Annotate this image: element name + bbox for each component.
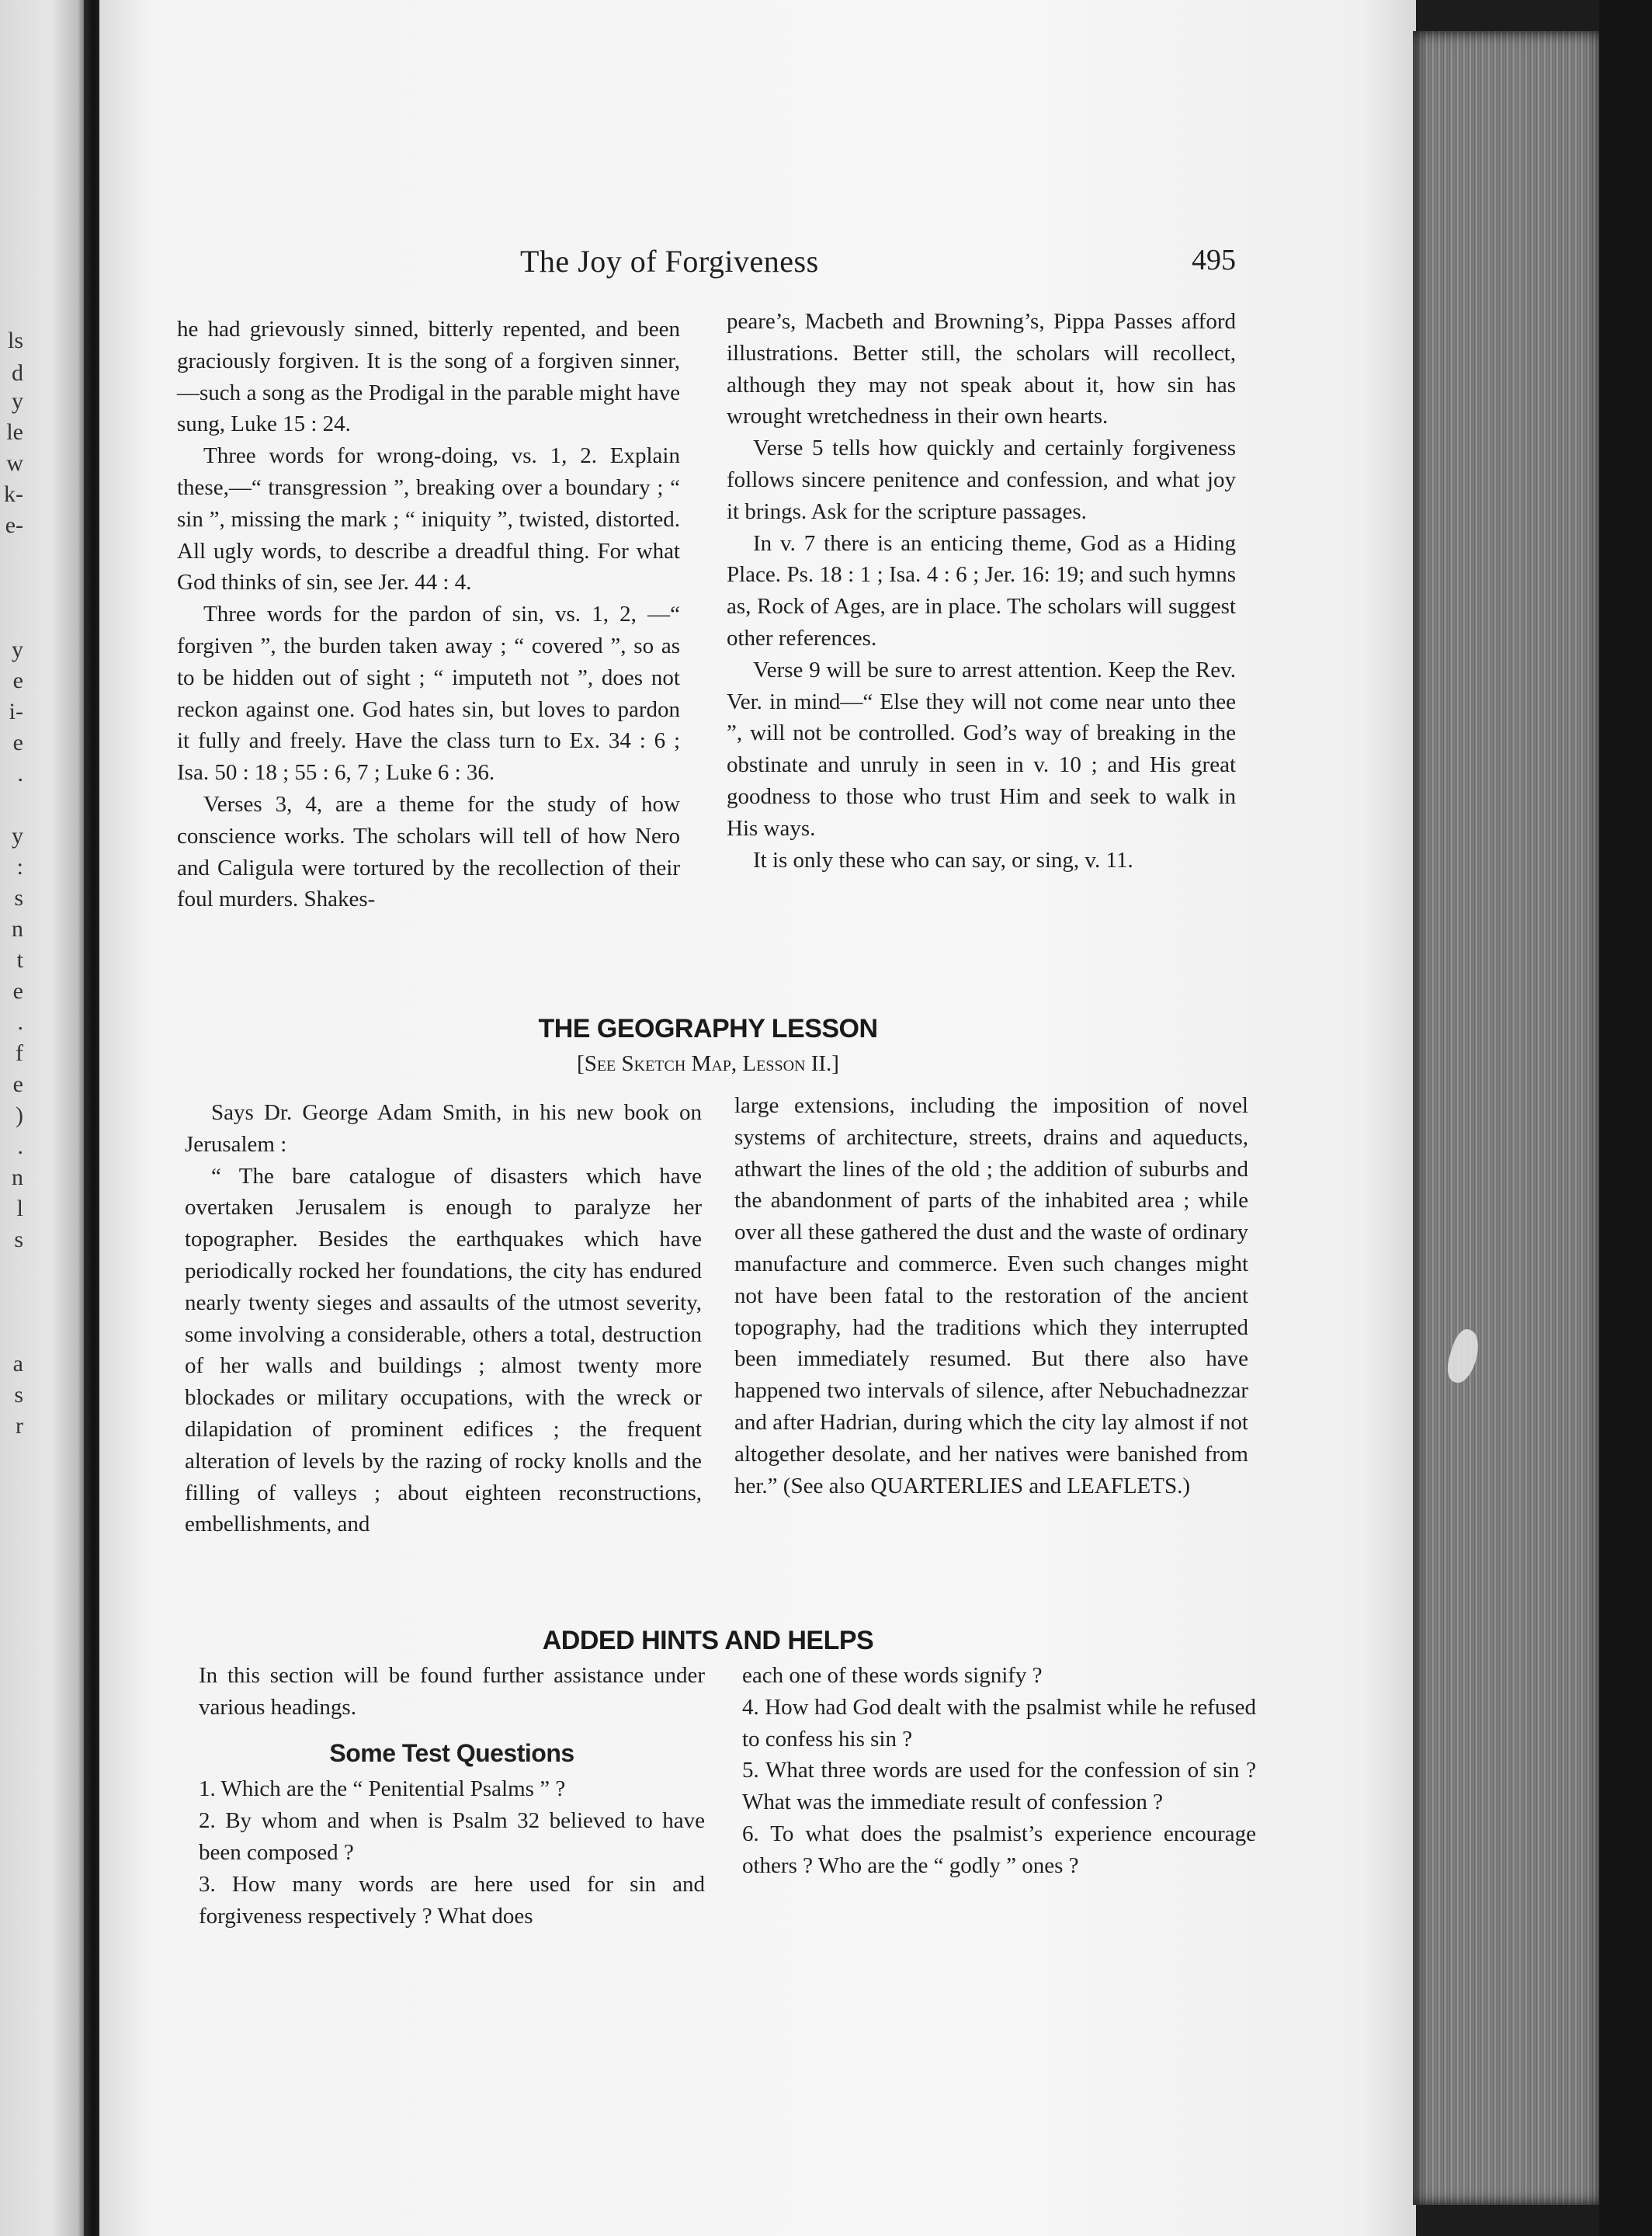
paragraph: he had grievously sinned, bitterly repented, and been graciously forgiven. It is the song of a forgiven sinner,—such a song as the Prodigal in the parable might have sung, Luke 15 : 24. bbox=[177, 317, 680, 437]
page-number: 495 bbox=[1192, 244, 1236, 276]
running-head bbox=[180, 243, 1236, 283]
facing-page-fragment: ) bbox=[16, 1102, 23, 1128]
facing-page-fragment: y bbox=[12, 823, 23, 849]
facing-page-fragment: a bbox=[12, 1351, 23, 1377]
geography-right-column bbox=[734, 1090, 1248, 1502]
facing-page-fragment: e- bbox=[5, 512, 23, 538]
test-question: 2. By whom and when is Psalm 32 believed to have been composed ? bbox=[199, 1808, 705, 1865]
hints-right-column bbox=[742, 1660, 1256, 1882]
hints-left-column bbox=[199, 1660, 705, 1932]
facing-page-fragment: s bbox=[14, 1382, 23, 1408]
paragraph: “ The bare catalogue of disasters which have overtaken Jerusalem is enough to paralyze her topographer. Besides the earthquakes which have periodically rocked her foundations, the city has endured nearly twenty sieges and assaults of the utmost severity, some involving a considerable, others a total, destruction of her walls and buildings ; almost twenty more blockades or military occupations, with the wreck or dilapidation of prominent edifices ; the frequent alteration of levels by the razing of rocky knolls and the filling of valleys ; about eighteen reconstructions, embellishments, and bbox=[185, 1163, 702, 1537]
hints-intro: In this section will be found further assistance under various headings. bbox=[199, 1663, 705, 1720]
facing-page-fragment: . bbox=[17, 1009, 23, 1035]
left-questions bbox=[199, 1773, 705, 1932]
top-left-column bbox=[177, 314, 680, 915]
test-questions-heading: Some Test Questions bbox=[329, 1738, 574, 1767]
test-question: 6. To what does the psalmist’s experience encourage others ? Who are the “ godly ” ones ? bbox=[742, 1821, 1256, 1878]
test-question: 5. What three words are used for the confession of sin ? What was the immediate result of confession ? bbox=[742, 1758, 1256, 1815]
facing-page-fragment: s bbox=[14, 885, 23, 911]
facing-page-fragment: w bbox=[6, 450, 23, 476]
paragraph: Verse 5 tells how quickly and certainly forgiveness follows sincere penitence and confession, and what joy it brings. Ask for the scripture passages. bbox=[727, 436, 1236, 524]
facing-page-fragment: t bbox=[16, 947, 23, 973]
facing-page-fragment: . bbox=[17, 761, 23, 786]
facing-page-fragment: l bbox=[16, 1196, 23, 1221]
facing-page-fragment: n bbox=[12, 916, 23, 942]
facing-page-fragment: ls bbox=[7, 328, 23, 353]
facing-page-fragment: : bbox=[16, 854, 23, 880]
test-question: each one of these words signify ? bbox=[742, 1663, 1043, 1688]
paragraph: large extensions, including the imposition of novel systems of architecture, streets, drains and aqueducts, athwart the lines of the old ; the addition of suburbs and the abandonment of parts of the inhabited area ; while over all these gathered the dust and the waste of ordinary manufacture and commerce. Even such changes might not have been fatal to the restoration of the ancient topography, had the traditions which they interrupted been immediately resumed. But there also have happened two intervals of silence, after Nebuchadnezzar and after Hadrian, during which the city lay almost if not altogether desolate, and her natives were banished from her.” (See also QUARTERLIES and LEAFLETS.) bbox=[734, 1093, 1248, 1498]
scan-background bbox=[1599, 0, 1652, 2236]
hints-heading: ADDED HINTS AND HELPS bbox=[542, 1626, 874, 1655]
geography-subheading-text: [See Sketch Map, Lesson II.] bbox=[577, 1051, 839, 1076]
page-stack-edges bbox=[1413, 31, 1607, 2205]
facing-page-fragment: k- bbox=[4, 481, 23, 507]
facing-page-fragment: e bbox=[12, 730, 23, 755]
facing-page-fragment: f bbox=[16, 1040, 23, 1066]
facing-page-fragment: e bbox=[12, 668, 23, 693]
facing-page-fragment: d bbox=[12, 360, 23, 386]
test-question: 4. How had God dealt with the psalmist while he refused to confess his sin ? bbox=[742, 1694, 1256, 1752]
top-right-column bbox=[727, 306, 1236, 876]
right-questions bbox=[742, 1660, 1256, 1882]
test-question: 1. Which are the “ Penitential Psalms ” ? bbox=[199, 1776, 566, 1802]
facing-page-fragment: i- bbox=[9, 699, 23, 724]
facing-page-fragment: r bbox=[16, 1413, 23, 1439]
running-title: The Joy of Forgiveness bbox=[520, 244, 819, 279]
facing-page-fragment: le bbox=[6, 419, 23, 445]
geography-subheading bbox=[180, 1051, 1236, 1077]
facing-page-fragment: y bbox=[12, 388, 23, 414]
facing-page-fragment: n bbox=[12, 1165, 23, 1190]
paragraph: Verses 3, 4, are a theme for the study of how conscience works. The scholars will tell of how Nero and Caligula were tortured by the recollection of their foul murders. Shakes- bbox=[177, 791, 680, 912]
paragraph: Three words for wrong-doing, vs. 1, 2. Explain these,—“ transgression ”, breaking over a boundary ; “ sin ”, missing the mark ; “ iniquity ”, twisted, distorted. All ugly words, to describe a dreadful thing. For what God thinks of sin, see Jer. 44 : 4. bbox=[177, 443, 680, 595]
facing-page-fragment: s bbox=[14, 1227, 23, 1252]
paragraph: It is only these who can say, or sing, v. 11. bbox=[753, 847, 1133, 873]
paragraph: Three words for the pardon of sin, vs. 1, 2, —“ forgiven ”, the burden taken away ; “ covered ”, so as to be hidden out of sight ; “ imputeth not ”, does not reckon against one. God hates sin, but loves to pardon it fully and freely. Have the class turn to Ex. 34 : 6 ; Isa. 50 : 18 ; 55 : 6, 7 ; Luke 6 : 36. bbox=[177, 602, 680, 786]
facing-page-fragment: . bbox=[17, 1134, 23, 1159]
geography-left-column bbox=[185, 1097, 702, 1540]
facing-page-edge bbox=[0, 0, 92, 2236]
paragraph: Verse 9 will be sure to arrest attention. Keep the Rev. Ver. in mind—“ Else they will not come near unto thee ”, will not be controlled. God’s way of breaking in the obstinate and unruly in seen in v. 10 ; and His great goodness to those who trust Him and seek to walk in His ways. bbox=[727, 657, 1236, 841]
facing-page-fragment: e bbox=[12, 1071, 23, 1097]
paragraph: Says Dr. George Adam Smith, in his new book on Jerusalem : bbox=[185, 1100, 702, 1157]
facing-page-fragment: y bbox=[12, 637, 23, 662]
paragraph: peare’s, Macbeth and Browning’s, Pippa Passes afford illustrations. Better still, the scholars will recollect, although they may not speak about it, how sin has wrought wretchedness in their own hearts. bbox=[727, 309, 1236, 429]
test-question: 3. How many words are here used for sin and forgiveness respectively ? What does bbox=[199, 1871, 705, 1929]
facing-page-fragment: e bbox=[12, 978, 23, 1004]
geography-heading: THE GEOGRAPHY LESSON bbox=[538, 1014, 878, 1043]
paragraph: In v. 7 there is an enticing theme, God as a Hiding Place. Ps. 18 : 1 ; Isa. 4 : 6 ; Jer. 16: 19; and such hymns as, Rock of Ages, are in place. The scholars will suggest other references. bbox=[727, 530, 1236, 651]
